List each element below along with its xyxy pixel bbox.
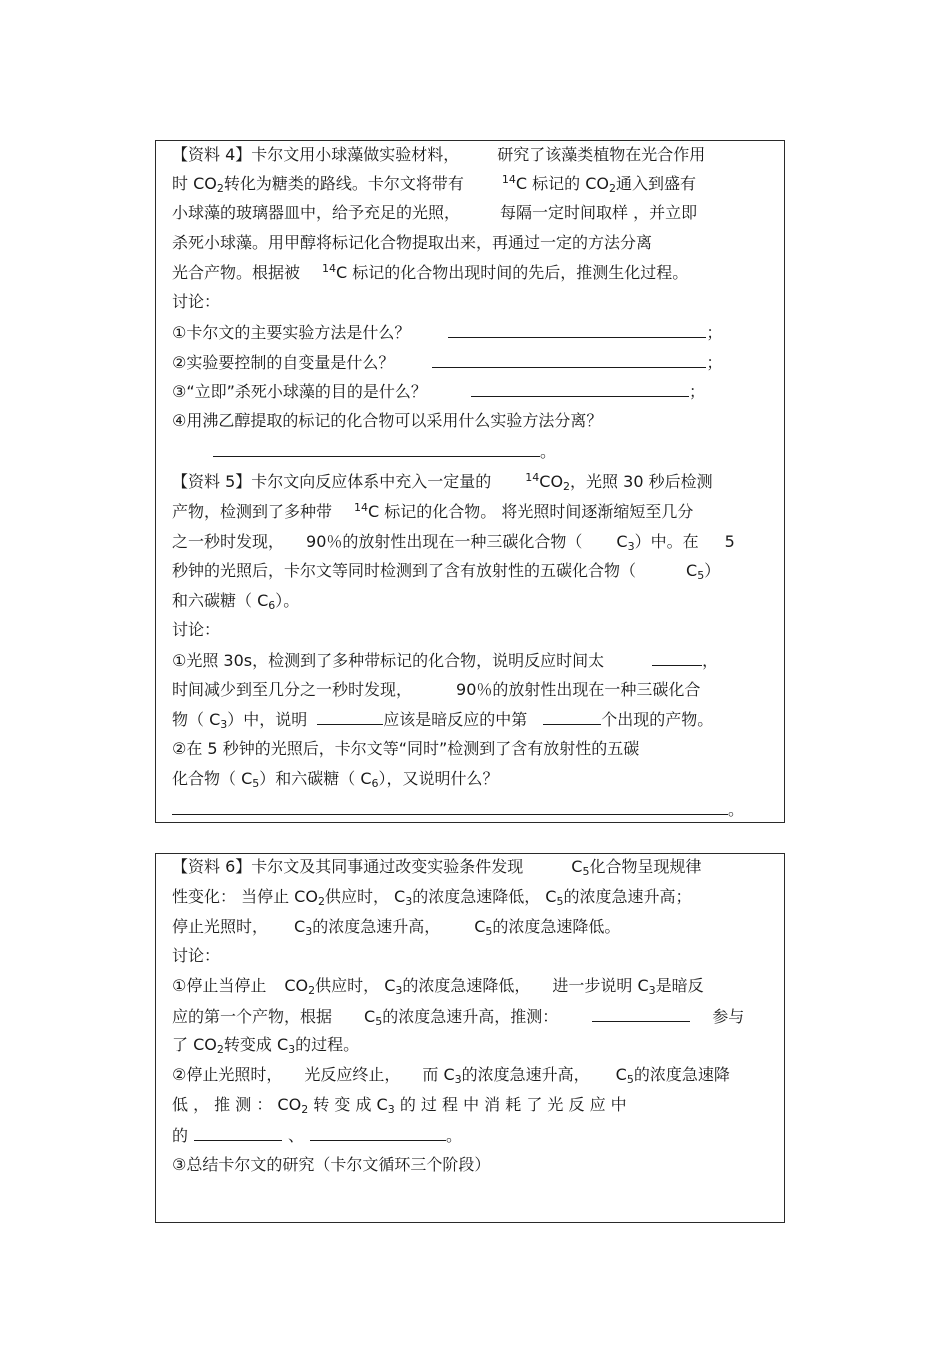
- m5-q2-line2: [172, 769, 499, 789]
- m6-q1a: ①停止当停止: [172, 976, 267, 995]
- m4-q3-answer-blank[interactable]: [471, 381, 689, 397]
- m6-q2-blank-2[interactable]: [310, 1125, 446, 1141]
- m5-l3a: 之一秒时发现，: [172, 532, 285, 551]
- m4-q1-semi: ；: [706, 323, 723, 342]
- m5-q1b: ，: [702, 651, 719, 670]
- m6-q2i: 低 ， 推 测 ： CO: [172, 1095, 302, 1114]
- m6-q1l: 5: [375, 1015, 383, 1028]
- m4-l3b: 每隔一定时间取样 ，并立即: [500, 203, 698, 222]
- m6-l2f: 5: [556, 895, 564, 908]
- m4-q2-answer-blank[interactable]: [432, 352, 706, 368]
- m6-l1d: 化合物呈现规律: [589, 857, 702, 876]
- m6-q2l: 3: [387, 1103, 395, 1116]
- m6-q1s: 的过程。: [295, 1035, 360, 1054]
- m5-q2f: ），又说明什么？: [378, 769, 499, 788]
- m6-q1c: 2: [308, 984, 316, 997]
- m6-l3c: 3: [305, 925, 313, 938]
- m4-l1a: 【资料 4】卡尔文用小球藻做实验材料，: [172, 145, 460, 164]
- m4-l2g: 通入到盛有: [616, 174, 697, 193]
- m5-line1: [172, 472, 713, 492]
- m4-q4-period: 。: [540, 442, 557, 461]
- m4-l2b: 2: [216, 182, 224, 195]
- m6-l1a: 【资料 6】卡尔文及其同事通过改变实验条件发现: [172, 857, 524, 876]
- m5-l2b: 14: [354, 501, 369, 514]
- m4-l5b: 14: [322, 262, 337, 275]
- m4-line3: [172, 203, 697, 223]
- m6-q2c: 而 C: [422, 1065, 455, 1084]
- m6-q2-line2: [172, 1095, 627, 1115]
- m4-q3-text: ③“立即”杀死小球藻的目的是什么？: [172, 382, 427, 401]
- m6-q1h: 3: [648, 984, 656, 997]
- m6-q1j: 应的第一个产物，根据: [172, 1007, 333, 1026]
- m4-q2-semi: ；: [706, 353, 723, 372]
- m6-l3a: 停止光照时，: [172, 917, 269, 936]
- m4-l2d: 14: [501, 173, 516, 186]
- m4-q1-text: ①卡尔文的主要实验方法是什么？: [172, 323, 411, 342]
- m6-l3d: 的浓度急速升高，: [312, 917, 441, 936]
- m4-q1: [172, 322, 722, 343]
- m6-l1c: 5: [582, 865, 590, 878]
- m6-q1-blank[interactable]: [592, 1006, 690, 1022]
- m6-q3: ③总结卡尔文的研究（卡尔文循环三个阶段）: [172, 1155, 491, 1174]
- m6-l1b: C: [571, 857, 583, 876]
- m4-discussion: 讨论：: [172, 292, 221, 311]
- m6-q1-line2: [172, 1006, 744, 1027]
- m5-l4a: 秒钟的光照后，卡尔文等同时检测到了含有放射性的五碳化合物（: [172, 561, 637, 580]
- m5-q1-line3: [172, 709, 713, 730]
- m5-q2b: 化合物（ C: [172, 769, 253, 788]
- m6-q1-line3: [172, 1035, 359, 1055]
- m6-l2d: 3: [405, 895, 413, 908]
- m5-q2-answer-blank[interactable]: [172, 799, 728, 815]
- m6-l2c: 供应时， C: [324, 887, 406, 906]
- m5-l1d: 2: [563, 480, 571, 493]
- m6-line3: [172, 917, 620, 937]
- m4-line1: [172, 145, 705, 165]
- m5-l5c: ）。: [275, 591, 300, 610]
- m5-l2a: 产物，检测到了多种带: [172, 502, 333, 521]
- m5-q1g: ）中，说明: [227, 710, 308, 729]
- m5-l1c: CO: [539, 472, 564, 491]
- m6-l3g: 的浓度急速降低。: [492, 917, 621, 936]
- m4-l3a: 小球藻的玻璃器皿中，给予充足的光照，: [172, 203, 461, 222]
- m6-line1: [172, 857, 701, 877]
- m4-q4-answer-blank[interactable]: [213, 441, 540, 457]
- m5-line2: [172, 502, 693, 522]
- m6-q1-line1: [172, 976, 704, 996]
- material-4-5-box: [155, 140, 785, 823]
- m4-line2: [172, 174, 696, 194]
- m5-l1e: ，光照 30 秒后检测: [570, 472, 713, 491]
- m6-q2g: 5: [626, 1073, 634, 1086]
- m4-l2e: C 标记的 CO: [515, 174, 609, 193]
- m6-q2d: 3: [454, 1073, 462, 1086]
- m6-q1b: CO: [284, 976, 309, 995]
- m4-line5: [172, 263, 688, 283]
- m6-q2j: 2: [301, 1103, 309, 1116]
- m4-q2: [172, 352, 722, 373]
- m6-q1q: 转变成 C: [223, 1035, 289, 1054]
- m6-l3f: 5: [485, 925, 493, 938]
- m5-q2-period: 。: [728, 800, 745, 819]
- m5-q1e: 物（ C: [172, 710, 221, 729]
- m5-q2d: ）和六碳糖（ C: [259, 769, 372, 788]
- material-6-box: [155, 853, 785, 1223]
- m6-l2a: 性变化： 当停止 CO: [172, 887, 318, 906]
- m5-q1i: 个出现的产物。: [601, 710, 714, 729]
- m5-q1d: 90％的放射性出现在一种三碳化合: [456, 680, 701, 699]
- m4-l2a: 时 CO: [172, 174, 217, 193]
- m5-l1a: 【资料 5】卡尔文向反应体系中充入一定量的: [172, 472, 492, 491]
- m4-l5a: 光合产物。根据被: [172, 263, 301, 282]
- m6-q1e: 3: [395, 984, 403, 997]
- m5-l5a: 和六碳糖（ C: [172, 591, 269, 610]
- m4-l1b: 研究了该藻类植物在光合作用: [497, 145, 706, 164]
- m6-q1k: C: [364, 1007, 376, 1026]
- m6-q1f: 的浓度急速降低，: [402, 976, 531, 995]
- m6-q2f: C: [615, 1065, 627, 1084]
- m6-l2e: 的浓度急速降低， C: [412, 887, 557, 906]
- m4-q3-semi: ；: [688, 382, 705, 401]
- m6-q2e: 的浓度急速升高，: [461, 1065, 590, 1084]
- m5-discussion: 讨论：: [172, 620, 221, 639]
- m6-q2h: 的浓度急速降: [633, 1065, 730, 1084]
- m5-l4b: C: [686, 561, 698, 580]
- m5-line5: [172, 591, 299, 611]
- m5-l3c: C: [616, 532, 628, 551]
- m6-q2m: 的 过 程 中 消 耗 了 光 反 应 中: [394, 1095, 627, 1114]
- m5-q1-blank-2[interactable]: [317, 709, 383, 725]
- m5-q1-blank-3[interactable]: [543, 709, 601, 725]
- m6-q1r: 3: [288, 1043, 296, 1056]
- m6-l2g: 的浓度急速升高；: [563, 887, 692, 906]
- m6-q2b: 光反应终止，: [304, 1065, 401, 1084]
- m5-q1-line1: [172, 650, 718, 671]
- m5-q1-blank-1[interactable]: [652, 650, 702, 666]
- m6-q2a: ②停止光照时，: [172, 1065, 283, 1084]
- m5-q1-line2: [172, 680, 700, 700]
- m4-q4-answer: [213, 441, 556, 462]
- m5-q2e: 6: [371, 777, 379, 790]
- m6-q2n: 的: [172, 1126, 189, 1145]
- m5-l3d: 3: [627, 540, 635, 553]
- m5-l1b: 14: [525, 471, 540, 484]
- m4-l2f: 2: [609, 182, 616, 195]
- m6-q1o: 了 CO: [172, 1035, 217, 1054]
- m4-q2-text: ②实验要控制的自变量是什么？: [172, 353, 395, 372]
- m4-line4: 杀死小球藻。用甲醇将标记化合物提取出来，再通过一定的方法分离: [172, 233, 653, 252]
- m4-q3: [172, 381, 705, 402]
- m5-q2-line1: ②在 5 秒钟的光照后，卡尔文等“同时”检测到了含有放射性的五碳: [172, 739, 640, 758]
- m5-q2c: 5: [252, 777, 260, 790]
- m5-l2c: C 标记的化合物。 将光照时间逐渐缩短至几分: [368, 502, 694, 521]
- m6-q2-line3: [172, 1125, 462, 1146]
- m4-q4: ④用沸乙醇提取的标记的化合物可以采用什么实验方法分离？: [172, 411, 603, 430]
- m6-discussion: 讨论：: [172, 946, 221, 965]
- m6-q1i: 是暗反: [655, 976, 704, 995]
- m6-l3b: C: [294, 917, 306, 936]
- m5-l3f: 5: [724, 532, 735, 551]
- m6-q1g: 进一步说明 C: [552, 976, 649, 995]
- m4-q1-answer-blank[interactable]: [448, 322, 706, 338]
- m6-q1n: 参与: [712, 1007, 745, 1026]
- m6-q1m: 的浓度急速升高，推测：: [382, 1007, 559, 1026]
- m5-q1h: 应该是暗反应的中第: [383, 710, 528, 729]
- m4-l5c: C 标记的化合物出现时间的先后，推测生化过程。: [336, 263, 689, 282]
- m6-q1d: 供应时， C: [315, 976, 396, 995]
- m6-q2p: 。: [446, 1126, 463, 1145]
- m5-q1c: 时间减少到至几分之一秒时发现，: [172, 680, 413, 699]
- m5-q2-answer: [172, 799, 744, 820]
- m6-q2-line1: [172, 1065, 730, 1085]
- m5-l3e: ）中。在: [634, 532, 699, 551]
- m6-l2b: 2: [317, 895, 325, 908]
- m6-l3e: C: [474, 917, 486, 936]
- m6-q1p: 2: [216, 1043, 224, 1056]
- m5-l5b: 6: [268, 599, 276, 612]
- m5-line4: [172, 561, 720, 581]
- m5-l4c: 5: [697, 569, 705, 582]
- m5-l3b: 90％的放射性出现在一种三碳化合物（: [306, 532, 583, 551]
- m5-q1a: ①光照 30s，检测到了多种带标记的化合物，说明反应时间太: [172, 651, 605, 670]
- m6-line2: [172, 887, 692, 907]
- m4-l2c: 转化为糖类的路线。卡尔文将带有: [223, 174, 464, 193]
- m6-q2k: 转 变 成 C: [308, 1095, 388, 1114]
- m5-q1f: 3: [220, 718, 228, 731]
- m5-l4d: ）: [704, 561, 721, 580]
- m6-q2-blank-1[interactable]: [194, 1125, 282, 1141]
- m5-line3: [172, 532, 735, 552]
- m6-q2o: 、: [288, 1126, 305, 1145]
